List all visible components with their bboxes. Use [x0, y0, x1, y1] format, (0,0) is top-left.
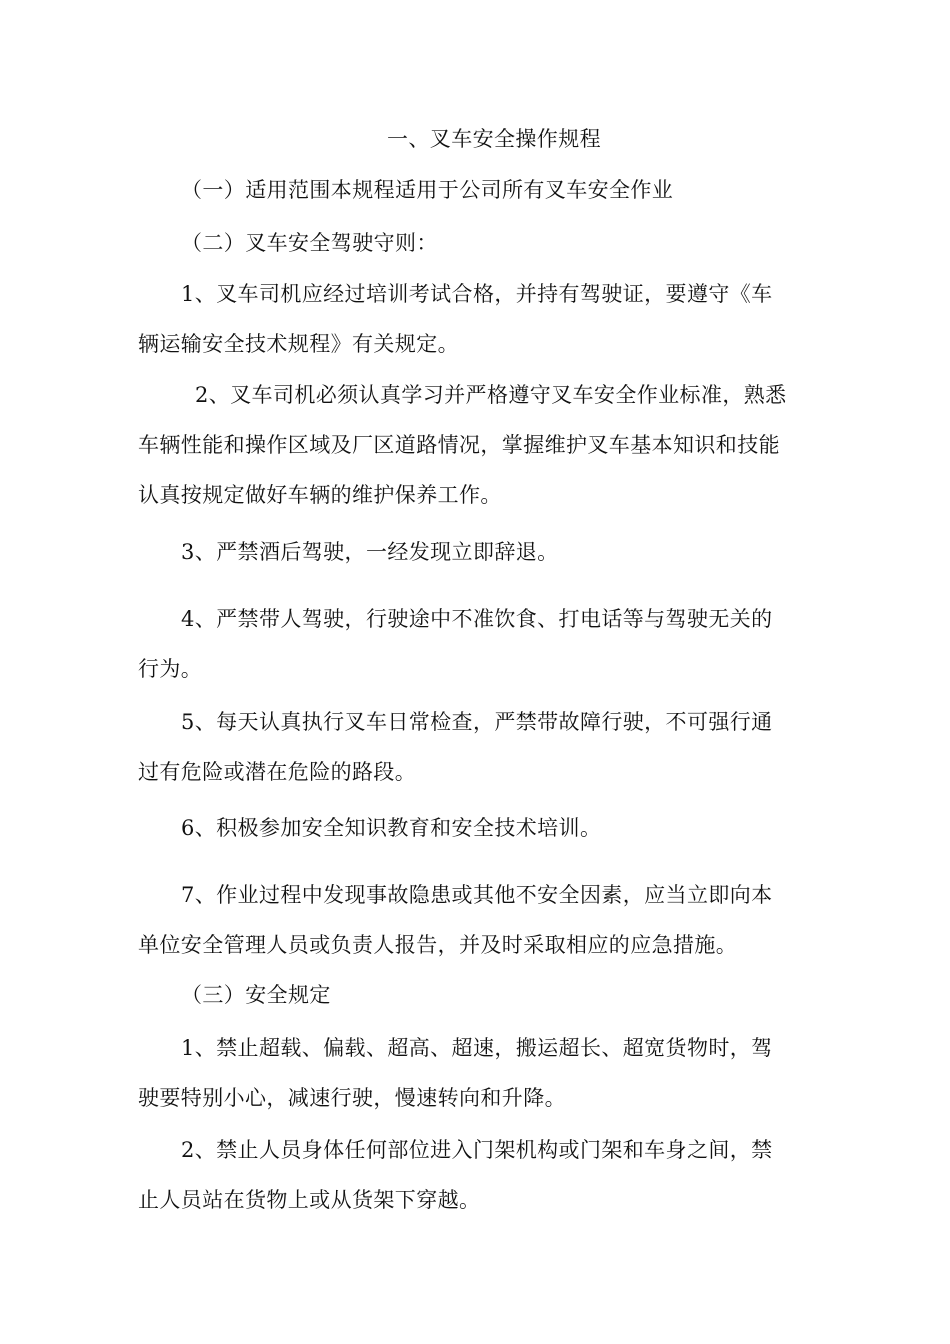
- rule-1-line-2: 辆运输安全技术规程》有关规定。: [138, 332, 459, 356]
- driving-rules-heading: （二）叉车安全驾驶守则：: [181, 231, 438, 255]
- rule-2-line-1: 2、叉车司机必须认真学习并严格遵守叉车安全作业标准，熟悉: [195, 383, 787, 407]
- rule-1-line-1: 1、叉车司机应经过培训考试合格，并持有驾驶证，要遵守《车: [181, 282, 773, 306]
- rule-4-line-2: 行为。: [138, 657, 203, 681]
- scope-paragraph: （一）适用范围本规程适用于公司所有叉车安全作业: [181, 178, 674, 202]
- safety-2-line-2: 止人员站在货物上或从货架下穿越。: [138, 1188, 481, 1212]
- rule-2-line-2: 车辆性能和操作区域及厂区道路情况，掌握维护叉车基本知识和技能: [138, 433, 780, 457]
- rule-3: 3、严禁酒后驾驶，一经发现立即辞退。: [181, 540, 559, 564]
- rule-2-line-3: 认真按规定做好车辆的维护保养工作。: [138, 483, 502, 507]
- rule-5-line-2: 过有危险或潜在危险的路段。: [138, 760, 417, 784]
- safety-rules-heading: （三）安全规定: [181, 983, 331, 1007]
- rule-5-line-1: 5、每天认真执行叉车日常检查，严禁带故障行驶，不可强行通: [181, 710, 773, 734]
- rule-4-line-1: 4、严禁带人驾驶，行驶途中不准饮食、打电话等与驾驶无关的: [181, 607, 773, 631]
- safety-1-line-1: 1、禁止超载、偏载、超高、超速，搬运超长、超宽货物时，驾: [181, 1036, 773, 1060]
- rule-6: 6、积极参加安全知识教育和安全技术培训。: [181, 816, 602, 840]
- document-title: 一、叉车安全操作规程: [387, 127, 601, 151]
- rule-7-line-2: 单位安全管理人员或负责人报告，并及时采取相应的应急措施。: [138, 933, 738, 957]
- rule-7-line-1: 7、作业过程中发现事故隐患或其他不安全因素，应当立即向本: [181, 883, 773, 907]
- safety-2-line-1: 2、禁止人员身体任何部位进入门架机构或门架和车身之间，禁: [181, 1138, 773, 1162]
- safety-1-line-2: 驶要特别小心，减速行驶，慢速转向和升降。: [138, 1086, 566, 1110]
